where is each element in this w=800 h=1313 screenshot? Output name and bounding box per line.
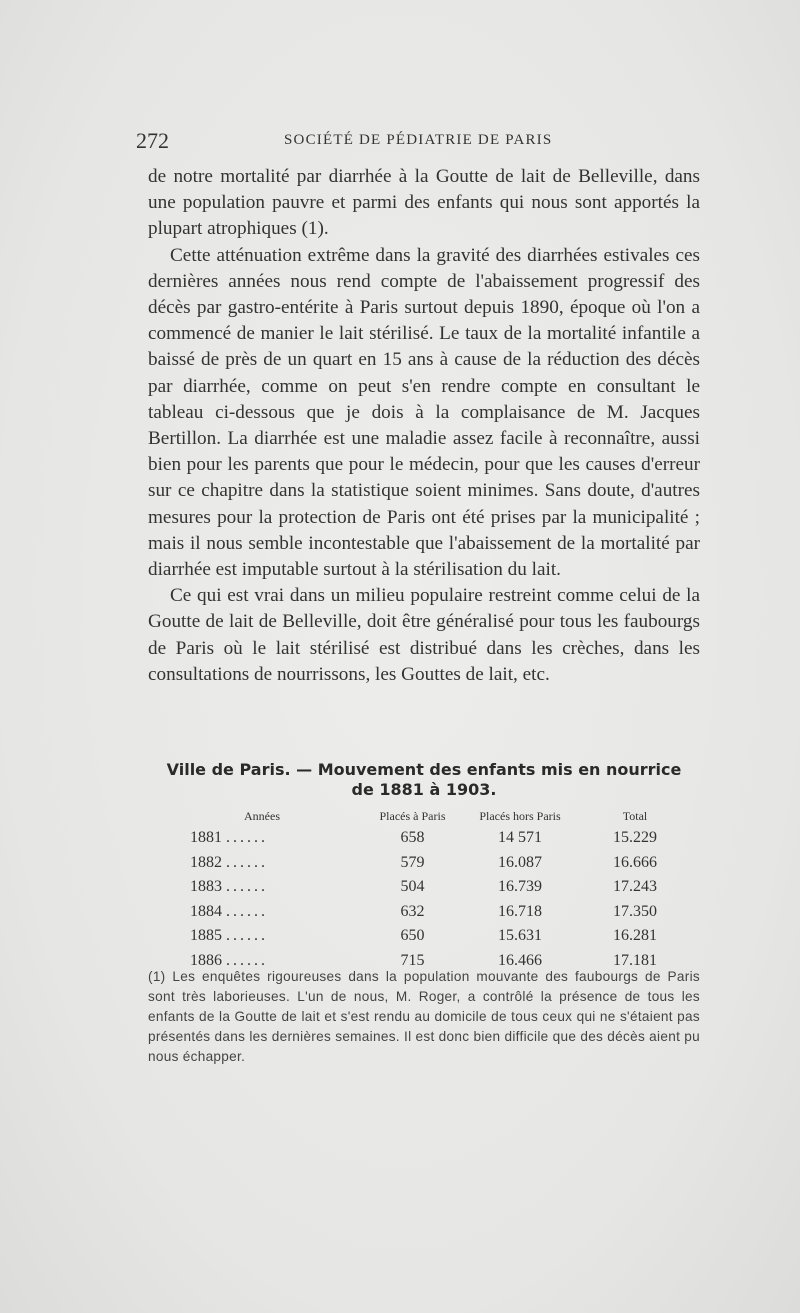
year-value: 1883: [190, 878, 222, 896]
cell-total: 17.181: [613, 951, 657, 969]
header-years: Années: [244, 808, 280, 823]
dot-leader: ......: [226, 829, 268, 847]
cell-year: [190, 875, 365, 900]
table-row: [190, 826, 690, 851]
header-total: Total: [622, 808, 648, 823]
year-value: 1884: [190, 902, 222, 920]
page-header: [136, 128, 696, 158]
year-value: 1881: [190, 829, 222, 847]
cell-year: [190, 924, 365, 949]
paragraph: Ce qui est vrai dans un milieu populaire restreint comme celui de la Goutte de lait de Belleville, doit être généralisé pour tous les faubourgs de Paris où le lait stérilisé est distribué dans les crèches, dans les consultations de nourrissons, les Gouttes de lait, etc.: [148, 585, 700, 685]
cell-total: 17.243: [613, 878, 657, 896]
nursing-statistics-table: [190, 806, 690, 973]
cell-placed-paris: 579: [400, 853, 425, 871]
cell-placed-outside: 16.466: [498, 951, 542, 969]
cell-total: 16.666: [613, 853, 657, 871]
footnote: (1) Les enquêtes rigoureuses dans la population mouvante des faubourgs de Paris sont très laborieuses. L'un de nous, M. Roger, a contrôlé la présence de tous les enfants de la Goutte de lait et s'est rendu au domicile de tous ceux qui ne s'étaient pas présentés dans les dernières semaines. Il est donc bien difficile que des décès aient pu nous échapper.: [148, 969, 700, 1064]
header-placed-outside: Placés hors Paris: [479, 808, 561, 823]
cell-placed-paris: 504: [400, 878, 425, 896]
cell-placed-outside: 16.739: [498, 878, 542, 896]
table-title-line: Ville de Paris. — Mouvement des enfants mis en nourrice: [166, 760, 682, 779]
cell-total: 17.350: [613, 902, 657, 920]
running-head: SOCIÉTÉ DE PÉDIATRIE DE PARIS: [284, 132, 553, 148]
cell-year: [190, 826, 365, 851]
year-value: 1882: [190, 853, 222, 871]
paragraph: Cette atténuation extrême dans la gravité des diarrhées estivales ces dernières années nous rend compte de l'abaissement progressif des décès par gastro-entérite à Paris surtout depuis 1890, époque où l'on a commencé de manier le lait stérilisé. Le taux de la mortalité infantile a baissé de près de un quart en 15 ans à cause de la réduction des décès par diarrhée, comme on peut s'en rendre compte en consultant le tableau ci-dessous que je dois à la complaisance de M. Jacques Bertillon. La diarrhée est une maladie assez facile à reconnaître, aussi bien pour les parents que pour le médecin, pour que les causes d'erreur sur ce chapitre dans la statistique soient minimes. Sans doute, d'autres mesures pour la protection de Paris ont été prises par la municipalité ; mais il nous semble incontestable que l'abaissement de la mortalité par diarrhée est imputable surtout à la stérilisation du lait.: [148, 244, 700, 581]
cell-placed-paris: 658: [400, 829, 425, 847]
table-row: [190, 851, 690, 876]
cell-year: [190, 900, 365, 925]
cell-placed-paris: 650: [400, 927, 425, 945]
table-title-line: de 1881 à 1903.: [351, 780, 497, 799]
cell-year: [190, 851, 365, 876]
year-value: 1886: [190, 951, 222, 969]
body-text: [148, 164, 700, 688]
dot-leader: ......: [226, 902, 268, 920]
cell-placed-paris: 715: [400, 951, 425, 969]
paragraph: de notre mortalité par diarrhée à la Goutte de lait de Belleville, dans une population pauvre et parmi des enfants qui nous sont apportés la plupart atrophiques (1).: [148, 166, 700, 240]
table-row: [190, 924, 690, 949]
table-row: [190, 875, 690, 900]
dot-leader: ......: [226, 927, 268, 945]
dot-leader: ......: [226, 951, 268, 969]
table-row: [190, 900, 690, 925]
year-value: 1885: [190, 927, 222, 945]
page-number: 272: [136, 128, 169, 153]
cell-placed-paris: 632: [400, 902, 425, 920]
cell-placed-outside: 14 571: [498, 829, 542, 847]
cell-placed-outside: 16.087: [498, 853, 542, 871]
table-header-row: [190, 806, 690, 826]
cell-total: 16.281: [613, 927, 657, 945]
table-title: [148, 760, 700, 800]
header-placed-paris: Placés à Paris: [379, 808, 446, 823]
dot-leader: ......: [226, 853, 268, 871]
cell-total: 15.229: [613, 829, 657, 847]
cell-placed-outside: 15.631: [498, 927, 542, 945]
cell-placed-outside: 16.718: [498, 902, 542, 920]
dot-leader: ......: [226, 878, 268, 896]
